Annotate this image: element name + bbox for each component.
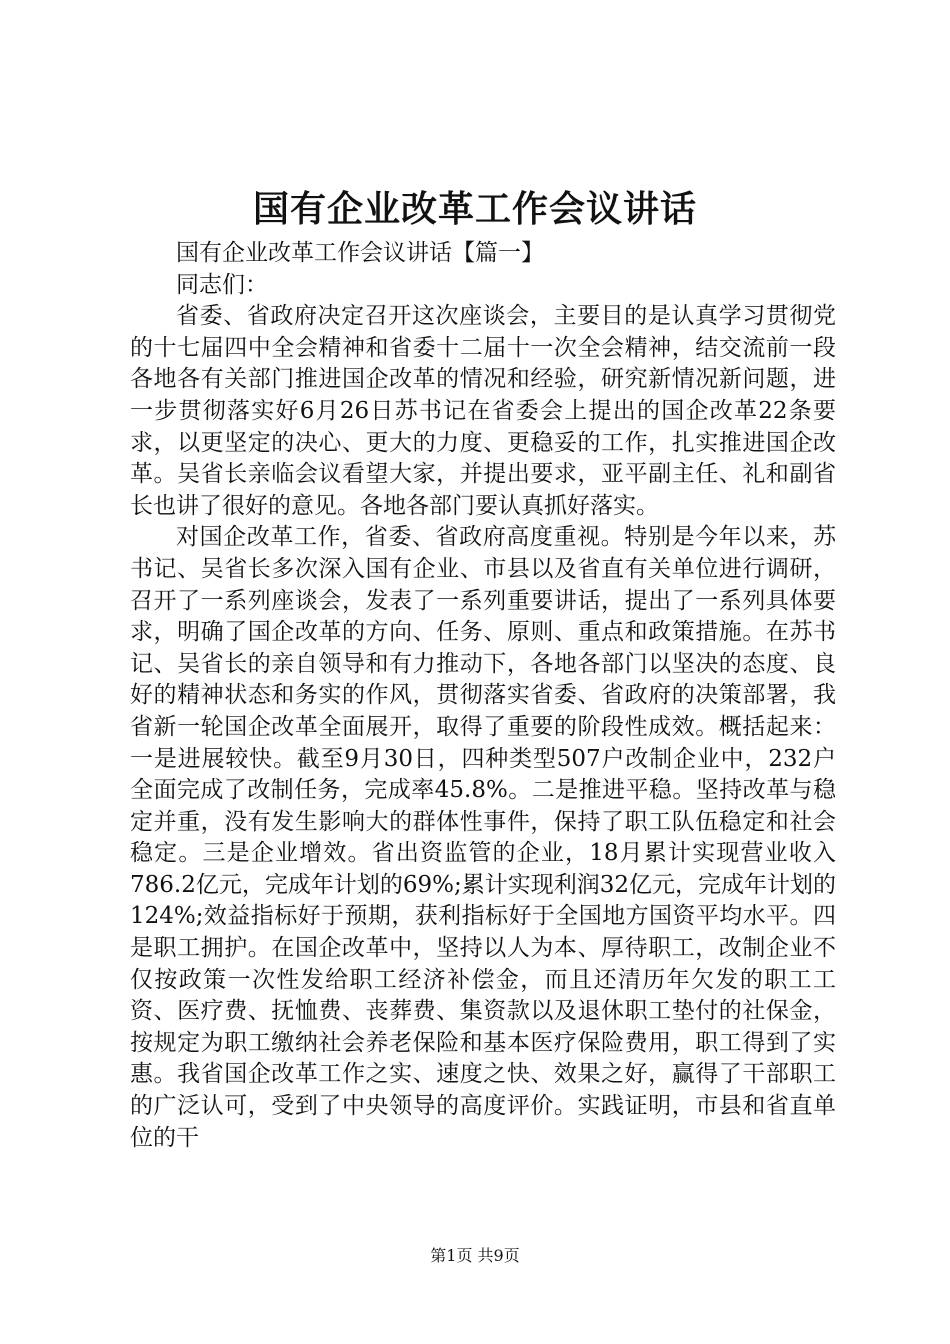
page-indicator: 第1页 共9页 [430, 1246, 520, 1265]
salutation: 同志们： [176, 271, 268, 298]
document-subtitle: 国有企业改革工作会议讲话【篇一】 [176, 240, 544, 266]
document-title: 国有企业改革工作会议讲话 [252, 188, 697, 230]
paragraph-1: 省委、省政府决定召开这次座谈会，主要目的是认真学习贯彻党的十七届四中全会精神和省委十二届十一次全会精神，结交流前一段各地各有关部门推进国企改革的情况和经验，研究新情况新问题，进一步贯彻落实好6月26日苏书记在省委会上提出的国企改革22条要求，以更坚定的决心、更大的力度、更稳妥的工作，扎实推进国企改革。吴省长亲临会议看望大家，并提出要求，亚平副主任、礼和副省长也讲了很好的意见。各地各部门要认真抓好落实。 [130, 303, 836, 519]
page-footer [0, 1245, 950, 1267]
paragraph-2: 对国企改革工作，省委、省政府高度重视。特别是今年以来，苏书记、吴省长多次深入国有企业、市县以及省直有关单位进行调研，召开了一系列座谈会，发表了一系列重要讲话，提出了一系列具体要求，明确了国企改革的方向、任务、原则、重点和政策措施。在苏书记、吴省长的亲自领导和有力推动下，各地各部门以坚决的态度、良好的精神状态和务实的作风，贯彻落实省委、省政府的决策部署，我省新一轮国企改革全面展开，取得了重要的阶段性成效。概括起来：一是进展较快。截至9月30日，四种类型507户改制企业中，232户全面完成了改制任务，完成率45.8%。二是推进平稳。坚持改革与稳定并重，没有发生影响大的群体性事件，保持了职工队伍稳定和社会稳定。三是企业增效。省出资监管的企业，18月累计实现营业收入786.2亿元，完成年计划的69%;累计实现利润32亿元，完成年计划的124%;效益指标好于预期，获利指标好于全国地方国资平均水平。四是职工拥护。在国企改革中，坚持以人为本、厚待职工，改制企业不仅按政策一次性发给职工经济补偿金，而且还清历年欠发的职工工资、医疗费、抚恤费、丧葬费、集资款以及退休职工垫付的社保金，按规定为职工缴纳社会养老保险和基本医疗保险费用，职工得到了实惠。我省国企改革工作之实、速度之快、效果之好，赢得了干部职工的广泛认可，受到了中央领导的高度评价。实践证明，市县和省直单位的干 [130, 524, 836, 1151]
document-body [130, 238, 836, 1154]
